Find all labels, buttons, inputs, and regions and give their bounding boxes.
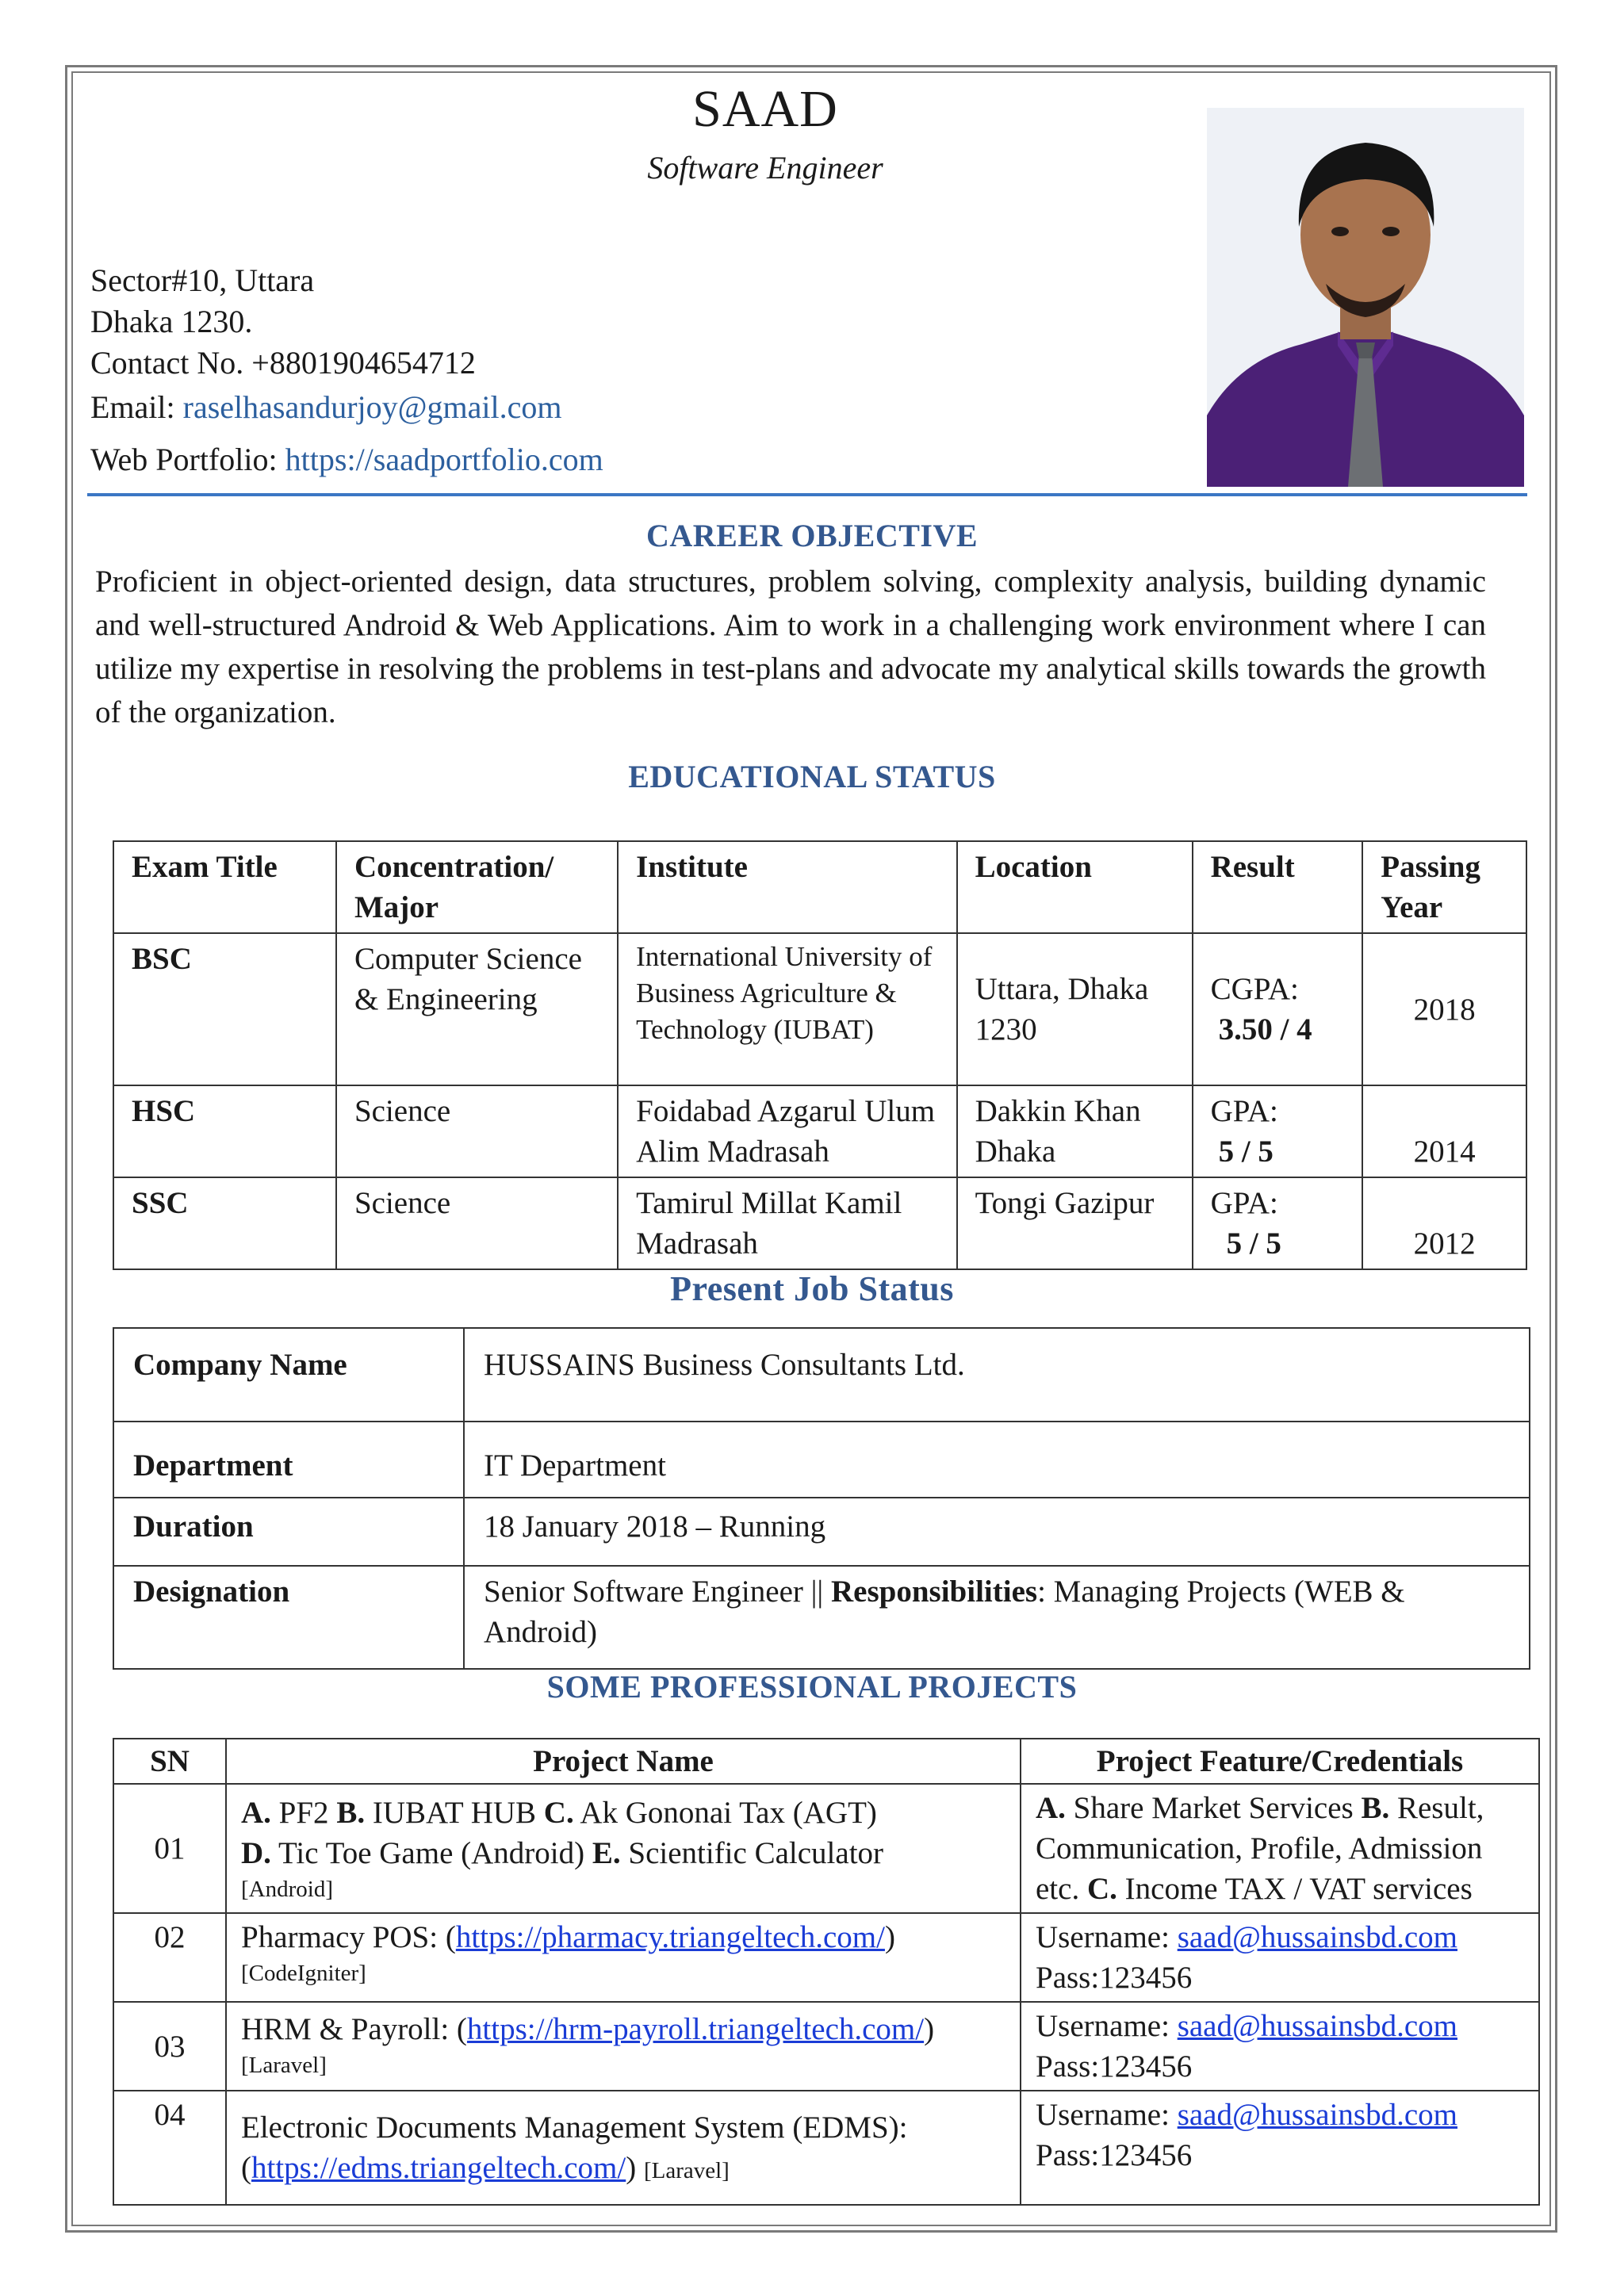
project-tech: [Laravel] <box>241 2053 327 2078</box>
contact-number: Contact No. +8801904654712 <box>90 345 476 381</box>
location: Uttara, Dhaka 1230 <box>957 933 1193 1085</box>
credential-username <box>1036 2095 1524 2135</box>
table-row <box>113 1784 1539 1913</box>
designation-text: Senior Software Engineer || <box>484 1575 831 1609</box>
passing-year: 2018 <box>1362 933 1526 1085</box>
email-label: Email: <box>90 389 183 425</box>
col-project-feature: Project Feature/Credentials <box>1021 1739 1539 1784</box>
col-passing-year: Passing Year <box>1362 841 1526 933</box>
col-result: Result <box>1193 841 1363 933</box>
project-sn: 03 <box>113 2002 226 2091</box>
col-location: Location <box>957 841 1193 933</box>
result-label: GPA: <box>1210 1186 1278 1220</box>
credential-username <box>1036 1917 1524 1957</box>
item-text: IUBAT HUB <box>365 1796 544 1830</box>
institute: International University of Business Agriculture & Technology (IUBAT) <box>618 933 956 1085</box>
career-objective-text: Proficient in object-oriented design, data structures, problem solving, complexity analysis, building dynamic and well-structured Android & Web Applications. Aim to work in a challenging work environment where I can utilize my expertise in resolving the problems in test-plans and advocate my analytical skills towards the growth of the organization. <box>95 564 1486 729</box>
project-sn: 01 <box>113 1784 226 1913</box>
designation-label: Designation <box>113 1566 464 1669</box>
result <box>1193 1085 1363 1177</box>
result <box>1193 1177 1363 1269</box>
table-row <box>113 1422 1530 1498</box>
header-divider <box>87 493 1527 496</box>
username-email-link[interactable]: saad@hussainsbd.com <box>1177 1920 1457 1954</box>
item-text: Result, Communication, Profile, Admission etc. <box>1036 1791 1484 1906</box>
project-credentials <box>1021 1913 1539 2002</box>
portfolio-link[interactable]: https://saadportfolio.com <box>285 442 603 477</box>
item-text: Ak Gononai Tax (AGT) <box>573 1796 877 1830</box>
exam-title: BSC <box>113 933 336 1085</box>
address-line-1: Sector#10, Uttara <box>90 262 315 298</box>
project-name <box>226 2091 1021 2205</box>
project-name <box>226 1913 1021 2002</box>
major: Science <box>336 1085 618 1177</box>
responsibilities-text: : Managing Projects (WEB & Android) <box>484 1575 1405 1649</box>
result-label: CGPA: <box>1210 972 1299 1006</box>
paren: ) <box>884 1920 895 1954</box>
col-project-name: Project Name <box>226 1739 1021 1784</box>
major: Science <box>336 1177 618 1269</box>
duration-label: Duration <box>113 1498 464 1566</box>
company-label: Company Name <box>113 1328 464 1422</box>
item-letter: E. <box>592 1836 621 1870</box>
username-label: Username: <box>1036 2009 1178 2043</box>
location: Dakkin Khan Dhaka <box>957 1085 1193 1177</box>
paren: ) <box>626 2151 644 2185</box>
institute: Tamirul Millat Kamil Madrasah <box>618 1177 956 1269</box>
exam-title: HSC <box>113 1085 336 1177</box>
username-label: Username: <box>1036 1920 1178 1954</box>
table-row <box>113 1085 1526 1177</box>
project-tech: [CodeIgniter] <box>241 1961 366 1986</box>
item-text: PF2 <box>270 1796 337 1830</box>
table-row <box>113 2091 1539 2205</box>
item-text: Share Market Services <box>1065 1791 1362 1825</box>
job-status-title: Present Job Status <box>670 1269 954 1308</box>
education-header-row <box>113 841 1526 933</box>
education-table <box>113 840 1527 1270</box>
project-line <box>241 2006 1005 2049</box>
department-label: Department <box>113 1422 464 1498</box>
responsibilities-label: Responsibilities <box>831 1575 1038 1609</box>
email-link[interactable]: raselhasandurjoy@gmail.com <box>182 389 562 425</box>
candidate-role: Software Engineer <box>647 150 883 186</box>
exam-title: SSC <box>113 1177 336 1269</box>
job-table <box>113 1327 1530 1670</box>
project-name <box>226 2002 1021 2091</box>
project-line <box>241 2148 1005 2188</box>
item-text: Scientific Calculator <box>620 1836 884 1870</box>
project-url-link[interactable]: https://hrm-payroll.triangeltech.com/ <box>466 2012 925 2046</box>
career-objective-title: CAREER OBJECTIVE <box>645 518 979 553</box>
passing-year: 2014 <box>1362 1085 1526 1177</box>
item-letter: A. <box>1036 1791 1066 1825</box>
item-letter: B. <box>1361 1791 1390 1825</box>
username-email-link[interactable]: saad@hussainsbd.com <box>1177 2098 1457 2132</box>
item-text: Tic Toe Game (Android) <box>270 1836 592 1870</box>
result <box>1193 933 1363 1085</box>
project-title: Electronic Documents Management System (EDMS): <box>241 2110 908 2145</box>
company-value: HUSSAINS Business Consultants Ltd. <box>464 1328 1530 1422</box>
duration-value: 18 January 2018 – Running <box>464 1498 1530 1566</box>
item-letter: A. <box>241 1796 271 1830</box>
project-feature <box>1021 1784 1539 1913</box>
result-value: 3.50 / 4 <box>1218 1012 1312 1047</box>
project-line <box>241 1788 1005 1833</box>
table-row <box>113 1328 1530 1422</box>
portfolio-label: Web Portfolio: <box>90 442 285 477</box>
project-line <box>241 1917 1005 1957</box>
username-label: Username: <box>1036 2098 1178 2132</box>
portfolio-line <box>90 439 603 480</box>
passing-year: 2012 <box>1362 1177 1526 1269</box>
project-sn: 02 <box>113 1913 226 2002</box>
result-value: 5 / 5 <box>1226 1226 1281 1261</box>
table-row <box>113 933 1526 1085</box>
projects-title: SOME PROFESSIONAL PROJECTS <box>546 1669 1078 1705</box>
paren: ) <box>924 2012 935 2046</box>
result-value: 5 / 5 <box>1218 1135 1274 1169</box>
project-title: HRM & Payroll: ( <box>241 2012 467 2046</box>
project-sn: 04 <box>113 2091 226 2205</box>
credential-password: Pass:123456 <box>1036 1961 1193 1995</box>
project-url-link[interactable]: https://pharmacy.triangeltech.com/ <box>455 1920 885 1954</box>
location: Tongi Gazipur <box>957 1177 1193 1269</box>
profile-photo <box>1207 108 1524 487</box>
project-name <box>226 1784 1021 1913</box>
project-url-link[interactable]: https://edms.triangeltech.com/ <box>251 2151 626 2185</box>
project-tech: [Laravel] <box>643 2158 730 2183</box>
table-row <box>113 1498 1530 1566</box>
projects-table <box>113 1738 1540 2206</box>
project-line <box>241 1833 1005 1873</box>
table-row <box>113 2002 1539 2091</box>
projects-header-row <box>113 1739 1539 1784</box>
item-letter: B. <box>336 1796 366 1830</box>
credential-username <box>1036 2006 1524 2046</box>
email-line <box>90 387 561 428</box>
item-letter: D. <box>241 1836 271 1870</box>
col-sn: SN <box>113 1739 226 1784</box>
col-institute: Institute <box>618 841 956 933</box>
designation-value <box>464 1566 1530 1669</box>
col-exam-title: Exam Title <box>113 841 336 933</box>
project-credentials <box>1021 2091 1539 2205</box>
paren: ( <box>241 2151 251 2185</box>
credential-password: Pass:123456 <box>1036 2138 1193 2172</box>
item-letter: C. <box>543 1796 574 1830</box>
table-row <box>113 1913 1539 2002</box>
item-text: Income TAX / VAT services <box>1116 1872 1473 1906</box>
username-email-link[interactable]: saad@hussainsbd.com <box>1177 2009 1457 2043</box>
educational-status-title: EDUCATIONAL STATUS <box>628 759 996 794</box>
table-row <box>113 1566 1530 1669</box>
address-line-2: Dhaka 1230. <box>90 304 253 339</box>
institute: Foidabad Azgarul Ulum Alim Madrasah <box>618 1085 956 1177</box>
department-value: IT Department <box>464 1422 1530 1498</box>
table-row <box>113 1177 1526 1269</box>
major: Computer Science & Engineering <box>336 933 618 1085</box>
project-tech: [Android] <box>241 1877 333 1902</box>
credential-password: Pass:123456 <box>1036 2049 1193 2084</box>
candidate-name: SAAD <box>692 80 838 138</box>
item-letter: C. <box>1086 1872 1117 1906</box>
result-label: GPA: <box>1210 1094 1278 1128</box>
project-credentials <box>1021 2002 1539 2091</box>
project-title: Pharmacy POS: ( <box>241 1920 456 1954</box>
col-major: Concentration/ Major <box>336 841 618 933</box>
